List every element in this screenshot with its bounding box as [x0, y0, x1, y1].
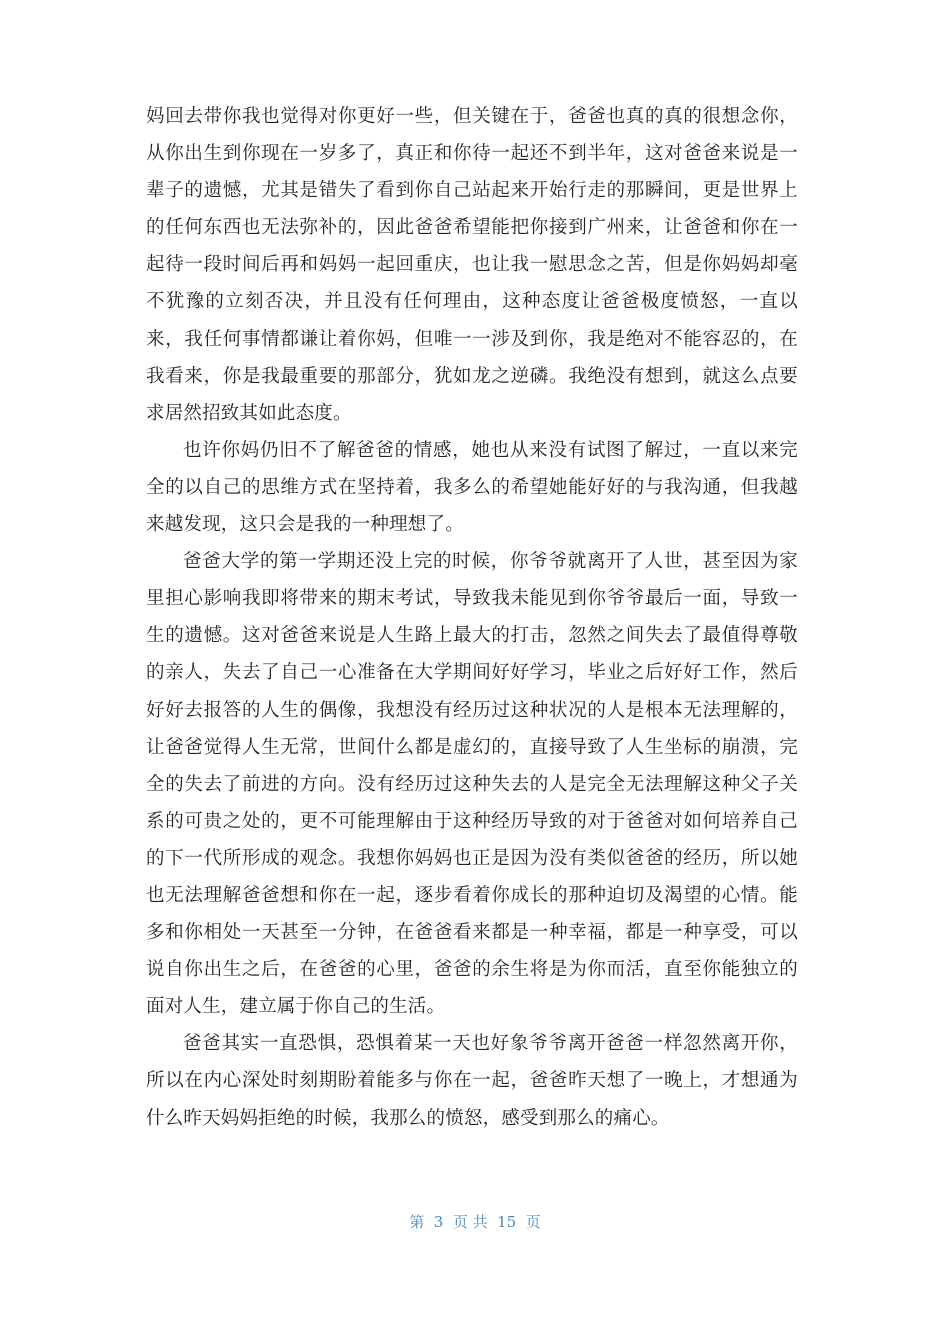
body-text [146, 98, 798, 1137]
paragraph-4: 爸爸其实一直恐惧，恐惧着某一天也好象爷爷离开爸爸一样忽然离开你，所以在内心深处时刻期盼着能多与你在一起，爸爸昨天想了一晚上，才想通为什么昨天妈妈拒绝的时候，我那么的愤怒，感受到那么的痛心。 [146, 1033, 798, 1129]
paragraph-2: 也许你妈仍旧不了解爸爸的情感，她也从来没有试图了解过，一直以来完全的以自己的思维方式在坚持着，我多么的希望她能好好的与我沟通，但我越来越发现，这只会是我的一种理想了。 [146, 439, 798, 536]
page-number-footer: 第 3 页 共 15 页 [409, 1213, 541, 1231]
paragraph-3: 爸爸大学的第一学期还没上完的时候，你爷爷就离开了人世，甚至因为家里担心影响我即将带来的期末考试，导致我未能见到你爷爷最后一面，导致一生的遗憾。这对爸爸来说是人生路上最大的打击，忽然之间失去了最值得尊敬的亲人，失去了自己一心准备在大学期间好好学习，毕业之后好好工作，然后好好去报答的人生的偶像，我想没有经历过这种状况的人是根本无法理解的，让爸爸觉得人生无常，世间什么都是虚幻的，直接导致了人生坐标的崩溃，完全的失去了前进的方向。没有经历过这种失去的人是完全无法理解这种父子关系的可贵之处的，更不可能理解由于这种经历导致的对于爸爸对如何培养自己的下一代所形成的观念。我想你妈妈也正是因为没有类似爸爸的经历，所以她也无法理解爸爸想和你在一起，逐步看着你成长的那种迫切及渴望的心情。能多和你相处一天甚至一分钟，在爸爸看来都是一种幸福，都是一种享受，可以说自你出生之后，在爸爸的心里，爸爸的余生将是为你而活，直至你能独立的面对人生，建立属于你自己的生活。 [146, 551, 798, 1018]
paragraph-1: 妈回去带你我也觉得对你更好一些，但关键在于，爸爸也真的真的很想念你，从你出生到你现在一岁多了，真正和你待一起还不到半年，这对爸爸来说是一辈子的遗憾，尤其是错失了看到你自己站起来开始行走的那瞬间，更是世界上的任何东西也无法弥补的，因此爸爸希望能把你接到广州来，让爸爸和你在一起待一段时间后再和妈妈一起回重庆，也让我一慰思念之苦，但是你妈妈却毫不犹豫的立刻否决，并且没有任何理由，这种态度让爸爸极度愤怒，一直以来，我任何事情都谦让着你妈，但唯一一涉及到你，我是绝对不能容忍的，在我看来，你是我最重要的那部分，犹如龙之逆磷。我绝没有想到，就这么点要求居然招致其如此态度。 [146, 106, 798, 424]
